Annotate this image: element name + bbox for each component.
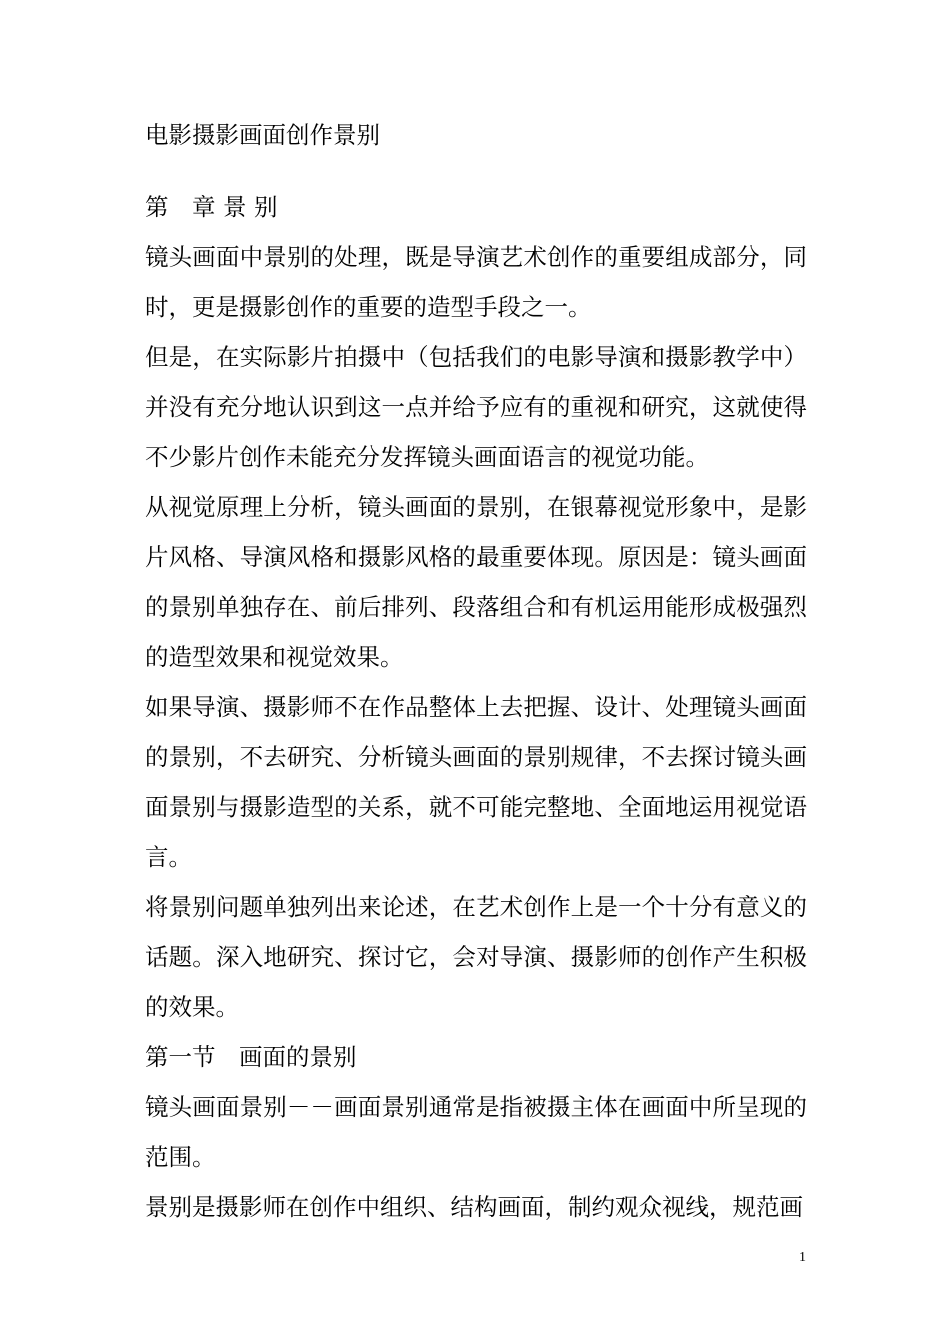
section-heading: 第一节 画面的景别	[145, 1043, 357, 1071]
paragraph: 景别是摄影师在创作中组织、结构画面，制约观众视线，规范画	[145, 1193, 803, 1221]
paragraph: 如果导演、摄影师不在作品整体上去把握、设计、处理镜头画面的景别，不去研究、分析镜头画面的景别规律，不去探讨镜头画面景别与摄影造型的关系，就不可能完整地、全面地运用视觉语言。	[145, 693, 807, 871]
paragraph: 镜头画面景别－－画面景别通常是指被摄主体在画面中所呈现的范围。	[145, 1093, 807, 1171]
paragraph: 将景别问题单独列出来论述，在艺术创作上是一个十分有意义的话题。深入地研究、探讨它，会对导演、摄影师的创作产生积极的效果。	[145, 893, 807, 1021]
page-number: 1	[799, 1250, 806, 1265]
paragraph: 但是，在实际影片拍摄中（包括我们的电影导演和摄影教学中）并没有充分地认识到这一点并给予应有的重视和研究，这就使得不少影片创作未能充分发挥镜头画面语言的视觉功能。	[145, 343, 807, 471]
paragraph: 镜头画面中景别的处理，既是导演艺术创作的重要组成部分，同时，更是摄影创作的重要的造型手段之一。	[145, 243, 807, 321]
document-title: 电影摄影画面创作景别	[145, 121, 380, 149]
paragraph: 从视觉原理上分析，镜头画面的景别，在银幕视觉形象中，是影片风格、导演风格和摄影风格的最重要体现。原因是：镜头画面的景别单独存在、前后排列、段落组合和有机运用能形成极强烈的造型效果和视觉效果。	[145, 493, 807, 671]
document-body	[145, 110, 807, 1232]
chapter-heading: 第 章 景 别	[145, 193, 278, 221]
